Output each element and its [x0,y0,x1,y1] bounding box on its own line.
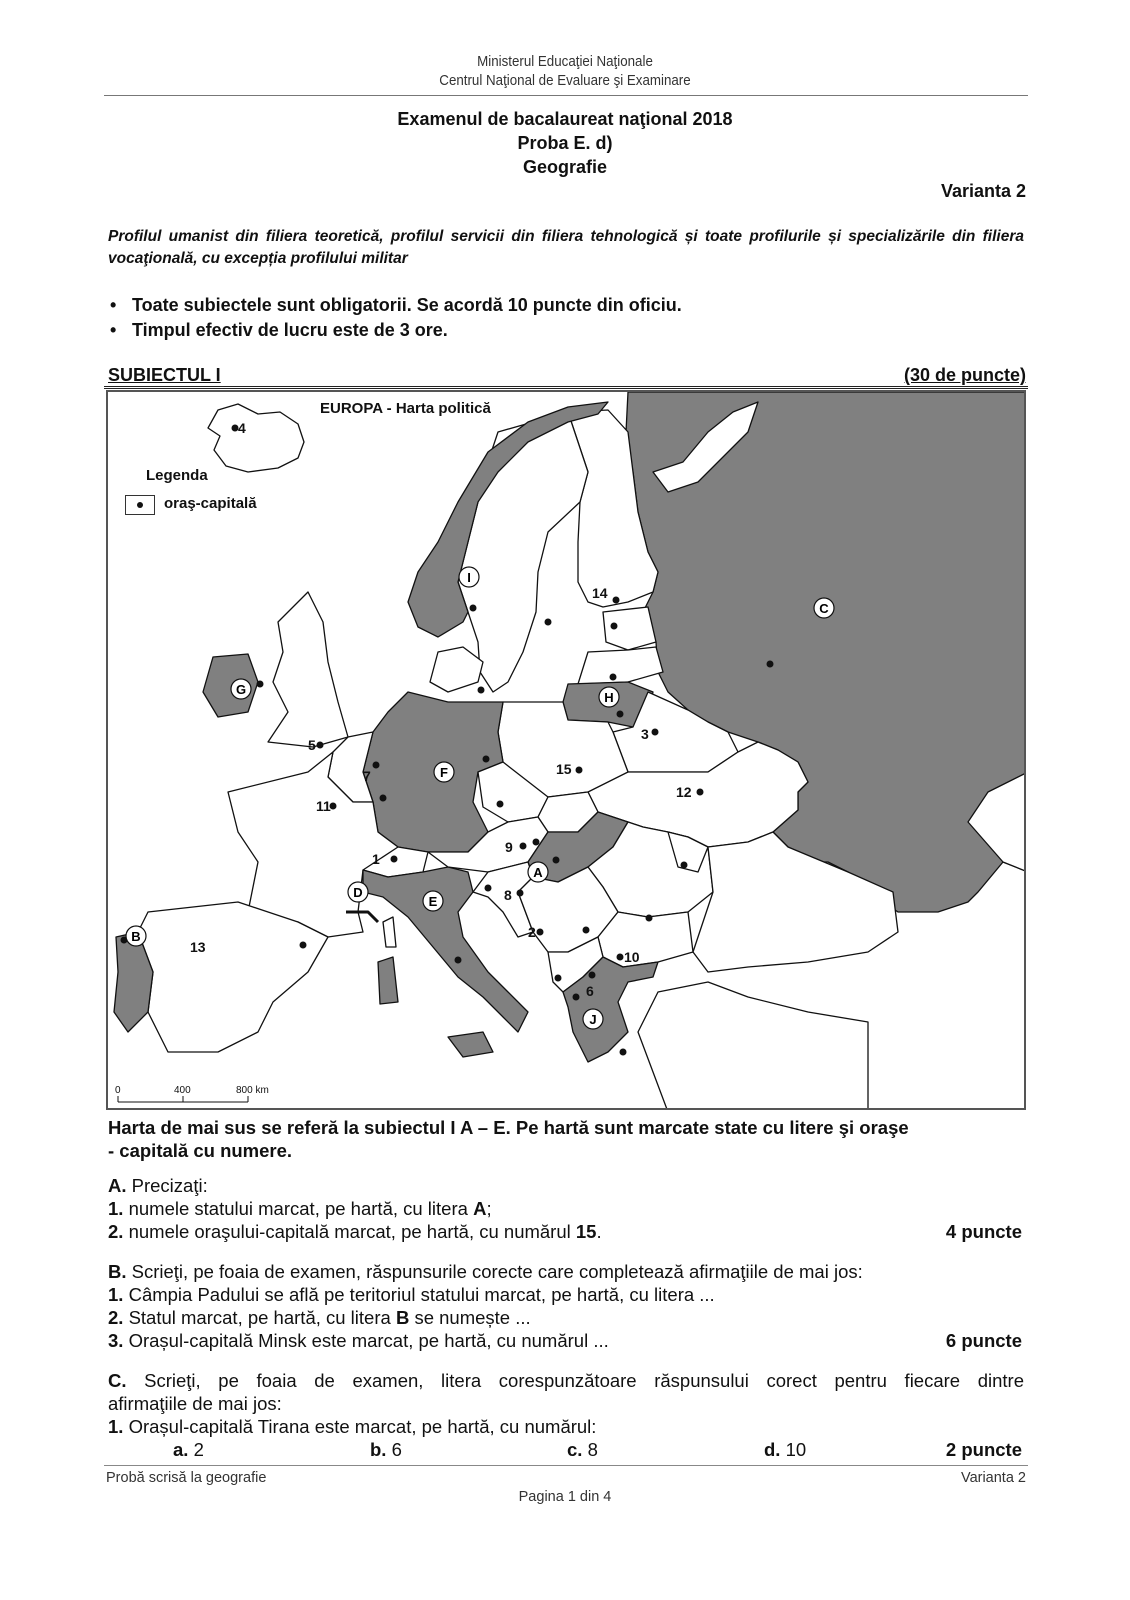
city-number-15: 15 [556,761,572,777]
iceland-shape [208,404,304,472]
part-c-letter: C. [108,1370,127,1391]
capital-dot [576,767,583,774]
item-number: 1. [108,1198,124,1219]
state-label-b [126,926,146,946]
state-label-f [434,762,454,782]
city-number-14: 14 [592,585,608,601]
section-divider [104,386,1028,389]
item-bold: 15 [575,1221,597,1242]
capital-dot [300,942,307,949]
item-bold: A [473,1198,487,1219]
city-number-7: 7 [363,768,371,784]
state-label-g [231,679,251,699]
latvia-shape [578,647,663,684]
page-number: Pagina 1 din 4 [518,1489,612,1505]
svg-text:E: E [428,894,438,909]
state-label-e [423,891,443,911]
part-a-heading-text: Precizaţi: [126,1175,208,1196]
city-number-10: 10 [624,949,640,965]
instruction-text: Toate subiectele sunt obligatorii. Se acordă 10 puncte din oficiu. [132,295,682,315]
capital-dot [697,789,704,796]
denmark-shape [430,647,483,692]
state-label-j [583,1009,603,1029]
part-b-heading-text: Scrieţi, pe foaia de examen, răspunsurile corecte care completează afirmaţiile de mai jos: [126,1261,863,1282]
capital-dot [617,711,624,718]
item-tail: se numește ... [409,1307,531,1328]
item-text: Câmpia Padului se află pe teritoriul statului marcat, pe hartă, cu litera ... [123,1284,715,1305]
option-key: c. [567,1439,583,1460]
city-number-4: 4 [238,420,246,436]
item-text: Orașul-capitală Tirana este marcat, pe hartă, cu numărul: [123,1416,597,1437]
header-divider [104,95,1028,96]
capital-dot [545,619,552,626]
org-line-2: Centrul Naţional de Evaluare şi Examinare [439,73,691,89]
capital-dot [589,972,596,979]
capital-dot [533,839,540,846]
capital-dot [470,605,477,612]
svg-text:D: D [353,885,363,900]
exam-subject: Geografie [522,157,608,177]
option-value: 8 [582,1439,598,1460]
capital-dot [380,795,387,802]
bulgaria-shape [598,912,693,967]
part-b-item-3 [108,1330,609,1352]
part-c-heading [108,1370,1024,1392]
city-number-2: 2 [528,924,536,940]
svg-text:C: C [819,601,829,616]
svg-text:F: F [440,765,448,780]
profile-description: Profilul umanist din filiera teoretică, profilul servicii din filiera tehnologică și toate profilurile și specializările din filiera vocaţională, cu excepția profilului militar [108,228,1024,267]
capital-dot-icon [137,502,143,508]
svg-text:G: G [235,682,247,697]
item-text: Statul marcat, pe hartă, cu litera [123,1307,396,1328]
part-b-item-1 [108,1284,715,1306]
option-value: 6 [386,1439,402,1460]
capital-dot [485,885,492,892]
capital-dot [620,1049,627,1056]
map-title: EUROPA - Harta politică [320,400,491,417]
svg-text:J: J [589,1012,597,1027]
instruction-bullet [110,320,448,341]
sicily-shape [448,1032,493,1057]
scale-bar [118,1096,248,1102]
state-label-h [599,687,619,707]
option-value: 2 [188,1439,204,1460]
spain-shape [138,902,328,1052]
item-tail: ; [486,1198,492,1219]
capital-dot [520,843,527,850]
part-a-points: 4 puncte [945,1221,1022,1242]
part-a-heading [108,1175,208,1197]
capital-dot [652,729,659,736]
item-text: numele statului marcat, pe hartă, cu litera [123,1198,474,1219]
part-c-question-1 [108,1416,596,1438]
section-points: (30 de puncte) [903,365,1026,385]
footer-exam-name: Probă scrisă la geografie [106,1470,267,1486]
item-bold: B [395,1307,410,1328]
scale-label-800: 800 km [236,1085,269,1096]
city-number-11: 11 [316,798,331,814]
item-number: 1. [108,1284,124,1305]
capital-dot [478,687,485,694]
capital-dot [537,929,544,936]
item-number: 3. [108,1330,124,1351]
capital-dot [611,623,618,630]
option-key: b. [370,1439,387,1460]
footer-variant: Varianta 2 [960,1470,1026,1486]
map-intro-line-1: Harta de mai sus se referă la subiectul I A – E. Pe hartă sunt marcate state cu litere şi oraşe [108,1117,909,1138]
option-b [370,1439,402,1461]
city-number-6: 6 [586,983,594,999]
instruction-text: Timpul efectiv de lucru este de 3 ore. [132,320,448,340]
legend-title: Legenda [146,467,208,484]
legend-capital-label: oraş-capitală [164,495,257,512]
capital-dot [373,762,380,769]
part-b-points: 6 puncte [945,1330,1022,1351]
capital-dot [497,801,504,808]
city-number-1: 1 [372,851,380,867]
part-b-letter: B. [108,1261,127,1282]
city-number-5: 5 [308,737,316,753]
legend-capital-symbol [125,495,155,515]
scale-label-0: 0 [115,1085,121,1096]
city-number-3: 3 [641,726,649,742]
scale-labels [115,1085,269,1096]
item-number: 2. [108,1221,124,1242]
part-c-points: 2 puncte [945,1439,1022,1460]
svg-text:H: H [604,690,614,705]
capital-dot [483,756,490,763]
item-text: Orașul-capitală Minsk este marcat, pe hartă, cu numărul ... [123,1330,609,1351]
capital-dot [391,856,398,863]
exam-subtitle: Proba E. d) [517,133,613,153]
estonia-shape [603,607,656,650]
capital-dot [553,857,560,864]
option-key: a. [173,1439,189,1460]
europe-political-map [106,390,1026,1110]
capital-dot [517,890,524,897]
item-text: numele oraşului-capitală marcat, pe hartă, cu numărul [123,1221,576,1242]
footer-divider [104,1465,1028,1466]
svg-text:B: B [131,929,141,944]
turkey-shape [638,982,868,1110]
city-number-13: 13 [190,939,206,955]
bullet-icon: • [110,295,117,315]
part-b-heading [108,1261,863,1283]
sweden-shape [458,412,588,692]
state-label-c [814,598,834,618]
item-tail: . [596,1221,602,1242]
section-title: SUBIECTUL I [108,365,221,385]
capital-dot [767,661,774,668]
option-key: d. [764,1439,781,1460]
city-number-8: 8 [504,887,512,903]
scale-label-400: 400 [174,1085,191,1096]
exam-title: Examenul de bacalaureat naţional 2018 [397,109,733,129]
capital-dot [257,681,264,688]
city-number-12: 12 [676,784,692,800]
capital-dot [613,597,620,604]
capital-dot [555,975,562,982]
part-a-letter: A. [108,1175,127,1196]
part-b-item-2 [108,1307,531,1329]
item-number: 2. [108,1307,124,1328]
instruction-bullet [110,295,682,316]
capital-dot [573,994,580,1001]
corsica-shape [383,917,396,947]
capital-dot [583,927,590,934]
svg-text:I: I [467,570,471,585]
city-number-9: 9 [505,839,513,855]
capital-dot [646,915,653,922]
option-c [567,1439,598,1461]
org-line-1: Ministerul Educaţiei Naţionale [477,54,653,70]
sardinia-shape [378,957,398,1004]
svg-text:A: A [533,865,543,880]
variant-label: Varianta 2 [940,181,1026,201]
capital-dot [317,742,324,749]
state-label-a [528,862,548,882]
capital-dot [681,862,688,869]
capital-dot [455,957,462,964]
part-c-heading-line-2: afirmaţiile de mai jos: [108,1393,282,1414]
state-label-d [348,882,368,902]
option-value: 10 [780,1439,807,1460]
capital-dot [617,954,624,961]
bullet-icon: • [110,320,117,340]
map-intro-line-2: - capitală cu numere. [108,1140,293,1161]
option-d [764,1439,806,1461]
uk-shape [268,592,348,747]
option-a [173,1439,204,1461]
state-label-i [459,567,479,587]
part-a-item-2 [108,1221,602,1243]
part-c-heading-text: Scrieţi, pe foaia de examen, litera corespunzătoare răspunsului corect pentru fiecare dintre [126,1370,1024,1391]
capital-dot [610,674,617,681]
item-number: 1. [108,1416,124,1437]
part-a-item-1 [108,1198,492,1220]
